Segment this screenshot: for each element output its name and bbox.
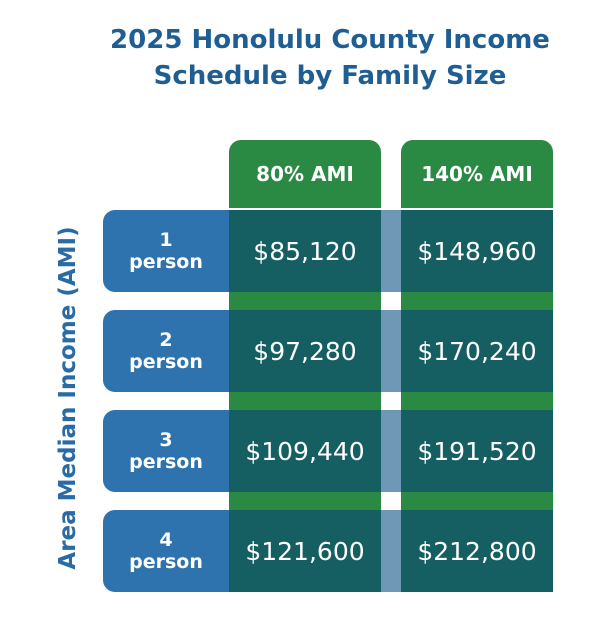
row-divider [229, 392, 381, 410]
row-divider [401, 392, 553, 410]
row-divider [229, 292, 381, 310]
column-gap [381, 410, 401, 492]
row-label-number: 1 [159, 229, 173, 251]
value-cell-4-person-140-ami: $212,800 [401, 510, 553, 592]
row-label-4-person [103, 510, 229, 592]
row-label-3-person [103, 410, 229, 492]
column-header-80-ami: 80% AMI [229, 140, 381, 208]
value-cell-1-person-140-ami: $148,960 [401, 210, 553, 292]
value-cell-2-person-80-ami: $97,280 [229, 310, 381, 392]
row-label-2-person [103, 310, 229, 392]
chart-title: 2025 Honolulu County Income Schedule by Family Size [110, 25, 550, 91]
value-cell-3-person-80-ami: $109,440 [229, 410, 381, 492]
row-label-unit: person [129, 551, 203, 573]
value-cell-4-person-80-ami: $121,600 [229, 510, 381, 592]
row-label-1-person [103, 210, 229, 292]
value-cell-2-person-140-ami: $170,240 [401, 310, 553, 392]
column-gap [381, 210, 401, 292]
column-header-140-ami: 140% AMI [401, 140, 553, 208]
row-divider [229, 492, 381, 510]
row-label-number: 3 [159, 429, 173, 451]
row-divider [401, 492, 553, 510]
row-label-number: 2 [159, 329, 173, 351]
value-cell-1-person-80-ami: $85,120 [229, 210, 381, 292]
column-gap [381, 310, 401, 392]
value-cell-3-person-140-ami: $191,520 [401, 410, 553, 492]
y-axis-label: Area Median Income (AMI) [55, 226, 81, 570]
column-gap [381, 510, 401, 592]
row-label-unit: person [129, 451, 203, 473]
row-divider [401, 292, 553, 310]
row-label-unit: person [129, 251, 203, 273]
row-label-unit: person [129, 351, 203, 373]
row-label-number: 4 [159, 529, 173, 551]
